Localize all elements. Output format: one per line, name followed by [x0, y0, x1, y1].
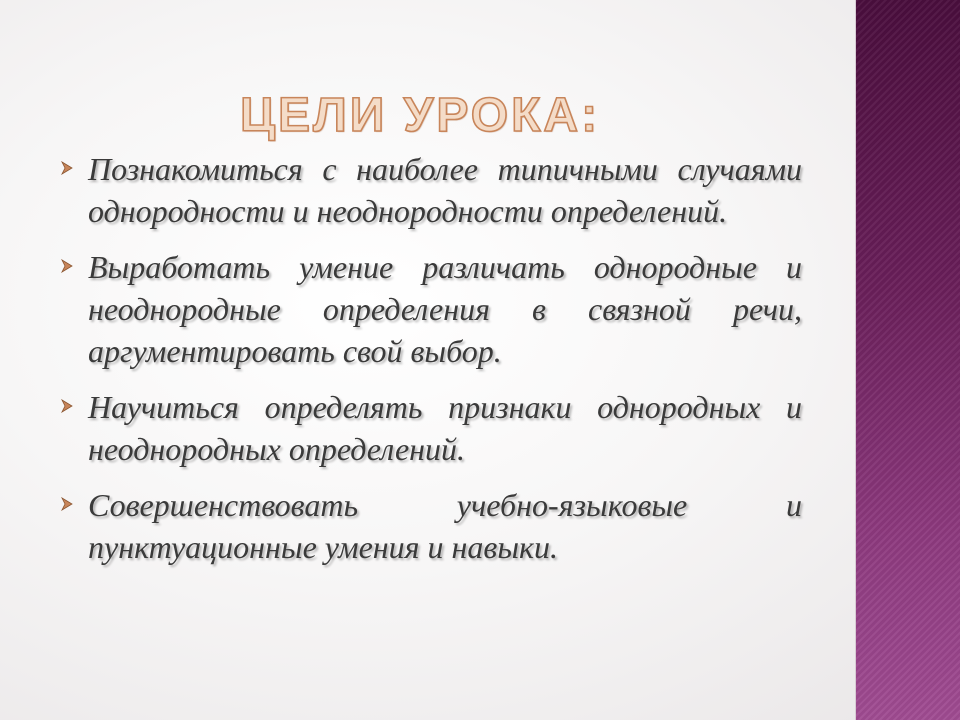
- goals-list: [60, 148, 802, 582]
- list-item: [60, 148, 802, 232]
- chevron-right-icon: [60, 484, 88, 511]
- goal-text: Познакомиться с наиболее типичными случаями однородности и неоднородности определений.: [88, 151, 802, 229]
- chevron-right-icon: [60, 246, 88, 273]
- list-item: [60, 386, 802, 470]
- decorative-side-band: [856, 0, 960, 720]
- slide-title: ЦЕЛИ УРОКА:: [239, 89, 601, 143]
- chevron-right-icon: [60, 148, 88, 175]
- goal-text: Научиться определять признаки однородных и неоднородных определений.: [88, 389, 802, 467]
- chevron-right-icon: [60, 386, 88, 413]
- goal-text: Выработать умение различать однородные и неоднородные определения в связной речи, аргументировать свой выбор.: [88, 249, 802, 369]
- list-item: [60, 246, 802, 372]
- goal-text: Совершенствовать учебно-языковые и пунктуационные умения и навыки.: [88, 487, 802, 565]
- list-item: [60, 484, 802, 568]
